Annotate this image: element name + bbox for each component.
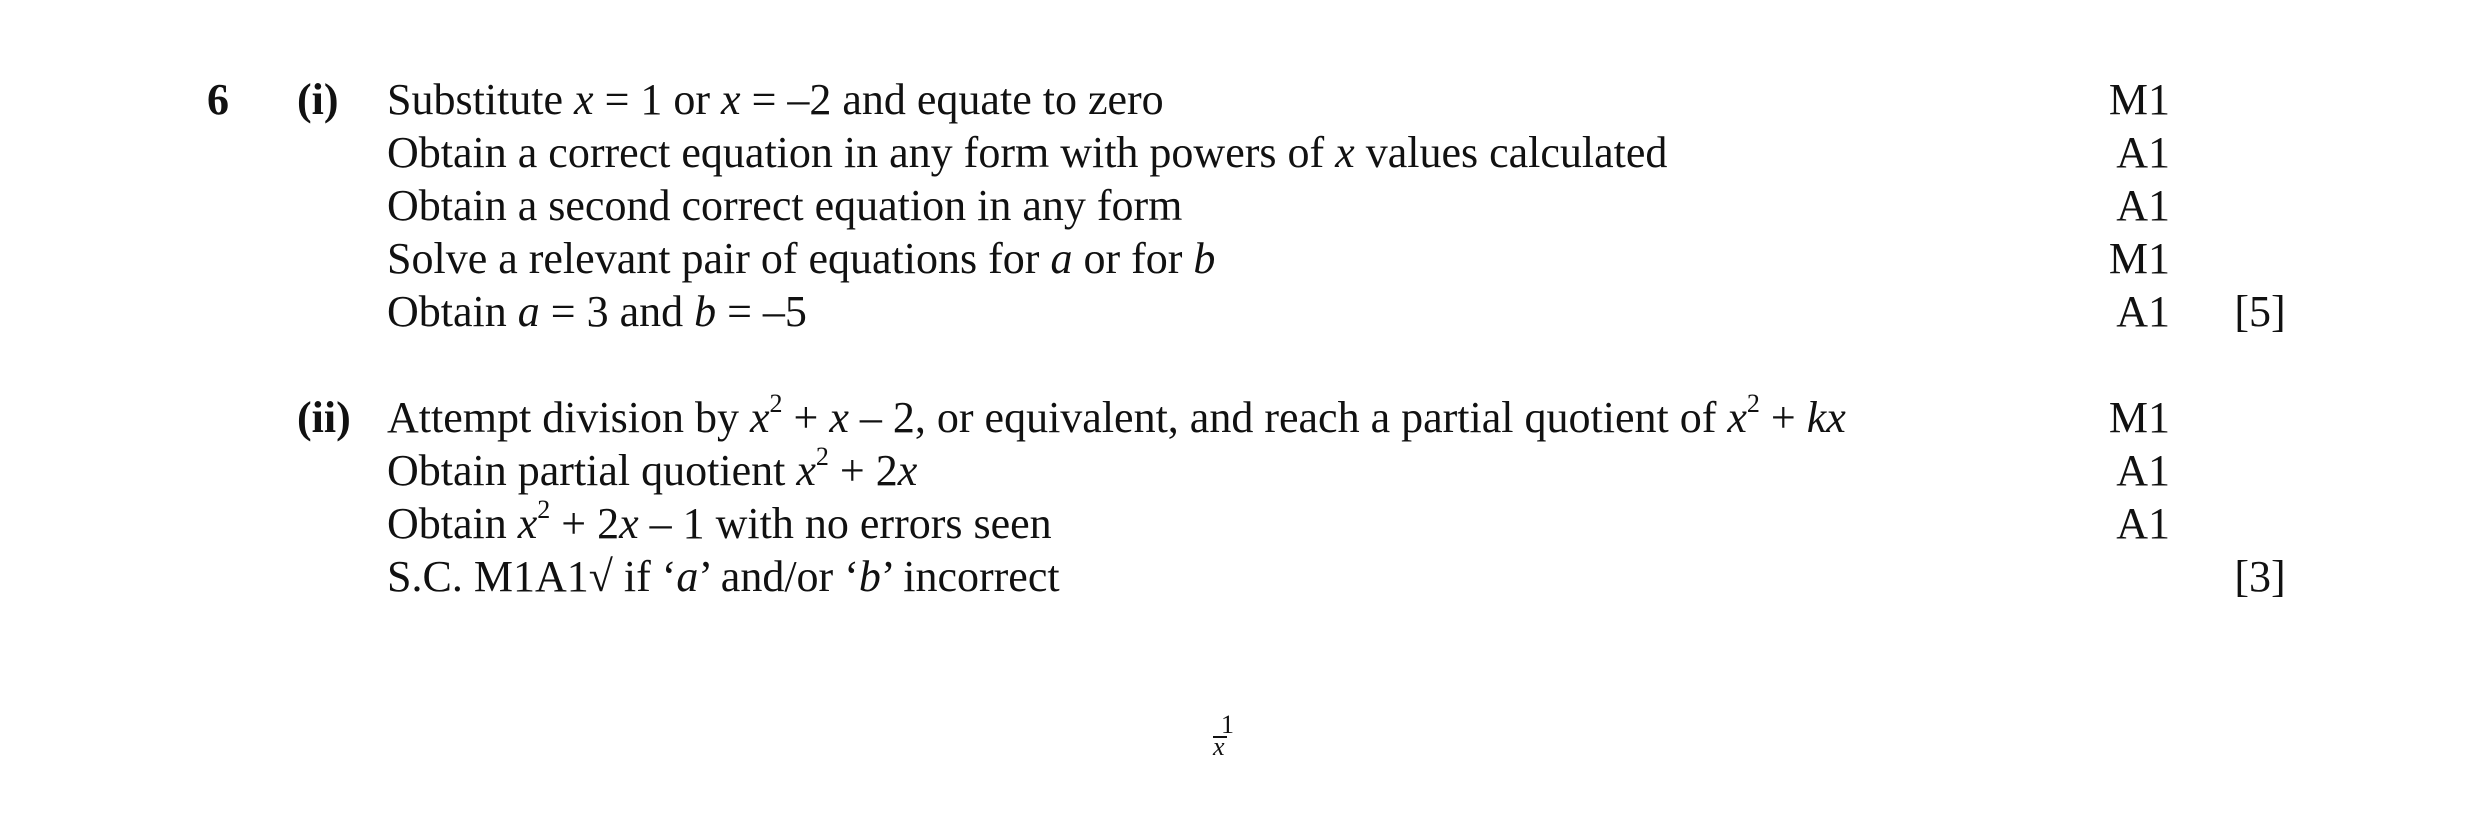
mark-line: [0, 127, 2480, 179]
mark-line-text: Solve a relevant pair of equations for a or for b: [387, 234, 1216, 283]
mark-line: [0, 74, 2480, 126]
mark-total: [3]: [2234, 552, 2286, 601]
footer-fraction: [1213, 712, 1263, 762]
part-label-ii: (ii): [297, 393, 351, 442]
mark-total: [5]: [2234, 287, 2286, 336]
mark-line: [0, 233, 2480, 285]
mark-code: A1: [2116, 499, 2170, 548]
question-number: 6: [207, 75, 229, 124]
mark-line-text: Obtain $x^2 + 2x - 1$ with no errors seen: [387, 495, 1052, 548]
mark-code: M1: [2108, 393, 2170, 442]
mark-line-text: Obtain partial quotient $x^2 + 2x$: [387, 442, 918, 495]
mark-line-text: Obtain a second correct equation in any form: [387, 181, 1183, 230]
mark-code: A1: [2116, 446, 2170, 495]
fraction-numerator: 1: [1221, 710, 1234, 739]
mark-line-text: Substitute x = 1 or x = –2 and equate to zero: [387, 75, 1164, 124]
fraction-denominator: x: [1213, 732, 1225, 761]
mark-line: [0, 442, 2480, 497]
mark-code: A1: [2116, 287, 2170, 336]
mark-line: [0, 495, 2480, 550]
mark-code: A1: [2116, 181, 2170, 230]
mark-line-text: S.C. M1A1√ if ‘a’ and/or ‘b’ incorrect: [387, 552, 1060, 601]
mark-line-text: Obtain a = 3 and b = –5: [387, 287, 807, 336]
mark-line: [0, 180, 2480, 232]
mark-line: [0, 551, 2480, 603]
mark-code: M1: [2108, 75, 2170, 124]
mark-code: A1: [2116, 128, 2170, 177]
mark-line-text: Obtain a correct equation in any form with powers of x values calculated: [387, 128, 1668, 177]
mark-code: M1: [2108, 234, 2170, 283]
mark-line: [0, 389, 2480, 444]
part-label-i: (i): [297, 75, 339, 124]
mark-line-text: Attempt division by $x^2 + x - 2$, or equivalent, and reach a partial quotient of $x^2$ + kx: [387, 389, 1846, 442]
mark-line: [0, 286, 2480, 338]
